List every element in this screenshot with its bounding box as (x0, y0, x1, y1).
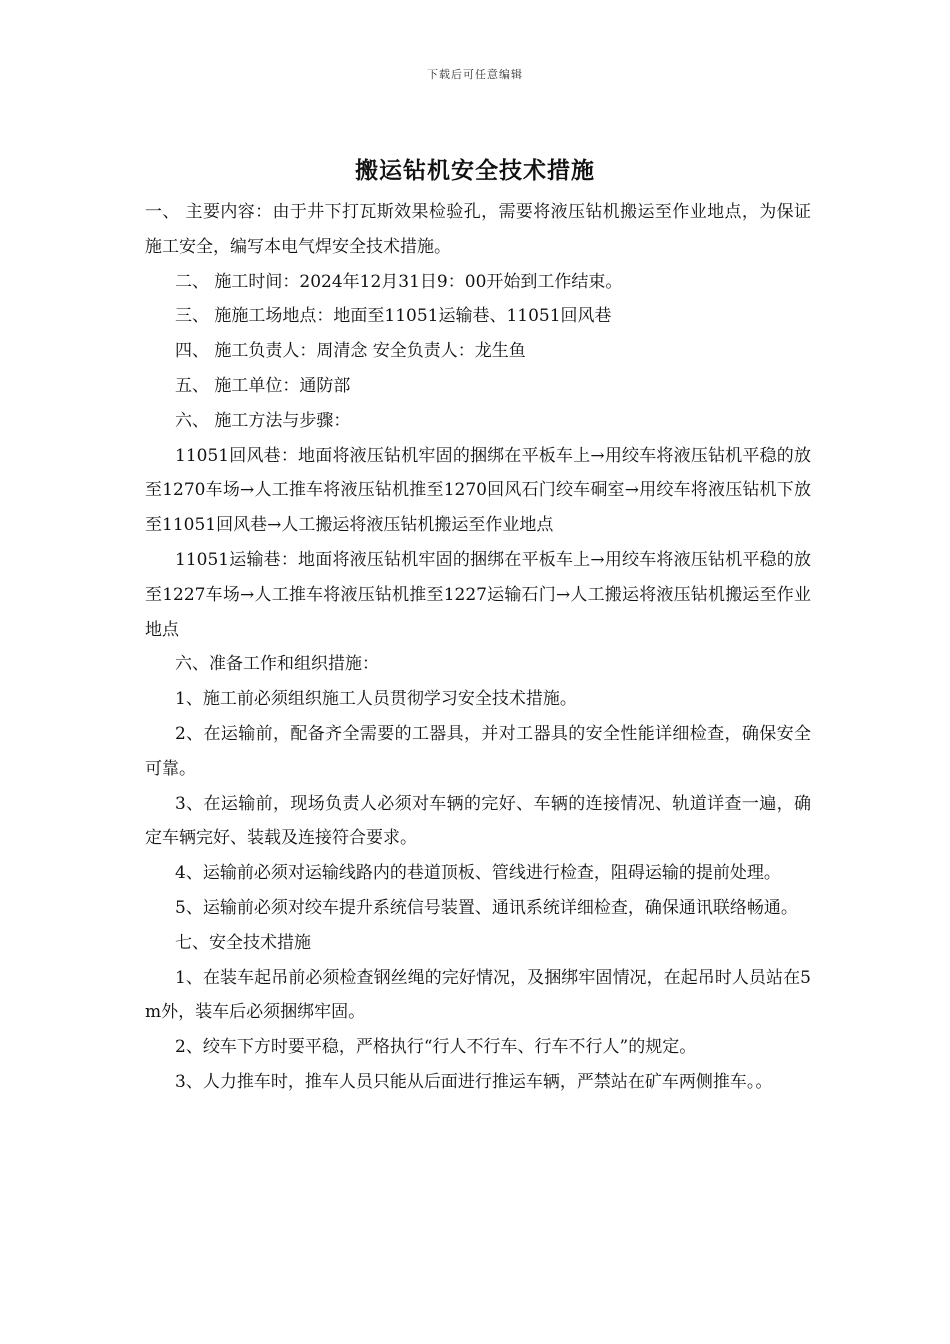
paragraph-safety-item-2: 2、绞车下方时要平稳，严格执行“行人不行车、行车不行人”的规定。 (175, 1037, 697, 1058)
paragraph-preparation-item-3: 3、在运输前，现场负责人必须对车辆的完好、车辆的连接情况、轨道详查一遍，确定车辆完好、装载及连接符合要求。 (145, 793, 811, 849)
header-note: 下载后可任意编辑 (427, 68, 523, 81)
paragraph-transport-roadway-steps: 11051运输巷：地面将液压钻机牢固的捆绑在平板车上→用绞车将液压钻机平稳的放至1227车场→人工推车将液压钻机推至1227运输石门→人工搬运将液压钻机搬运至作业地点 (145, 549, 811, 640)
paragraph-return-airway-steps: 11051回风巷：地面将液压钻机牢固的捆绑在平板车上→用绞车将液压钻机平稳的放至1270车场→人工推车将液压钻机推至1270回风石门绞车硐室→用绞车将液压钻机下放至11051回风巷→人工搬运将液压钻机搬运至作业地点 (145, 445, 811, 536)
paragraph-preparation-item-4: 4、运输前必须对运输线路内的巷道顶板、管线进行检查，阻碍运输的提前处理。 (175, 863, 781, 884)
paragraph-construction-unit: 五、 施工单位：通防部 (175, 375, 351, 396)
paragraph-preparation-item-1: 1、施工前必须组织施工人员贯彻学习安全技术措施。 (175, 689, 577, 710)
paragraph-preparation-heading: 六、准备工作和组织措施： (175, 654, 379, 675)
document-body (145, 195, 811, 1100)
document-title: 搬运钻机安全技术措施 (355, 157, 595, 184)
paragraph-construction-time: 二、 施工时间：2024年12月31日9：00开始到工作结束。 (175, 271, 623, 292)
paragraph-safety-heading: 七、安全技术措施 (175, 932, 311, 953)
paragraph-construction-site: 三、 施施工场地点：地面至11051运输巷、11051回风巷 (175, 306, 612, 327)
paragraph-persons-in-charge: 四、 施工负责人：周清念 安全负责人：龙生鱼 (175, 341, 526, 362)
paragraph-preparation-item-5: 5、运输前必须对绞车提升系统信号装置、通讯系统详细检查，确保通讯联络畅通。 (175, 897, 798, 918)
paragraph-safety-item-3: 3、人力推车时，推车人员只能从后面进行推运车辆，严禁站在矿车两侧推车。。 (175, 1071, 773, 1092)
paragraph-main-content: 一、 主要内容：由于井下打瓦斯效果检验孔，需要将液压钻机搬运至作业地点，为保证施工安全，编写本电气焊安全技术措施。 (145, 202, 811, 257)
paragraph-safety-item-1: 1、在装车起吊前必须检查钢丝绳的完好情况，及捆绑牢固情况，在起吊时人员站在5m外，装车后必须捆绑牢固。 (145, 967, 811, 1023)
paragraph-preparation-item-2: 2、在运输前，配备齐全需要的工器具，并对工器具的安全性能详细检查，确保安全可靠。 (145, 723, 811, 779)
paragraph-methods-heading: 六、 施工方法与步骤： (175, 410, 351, 431)
